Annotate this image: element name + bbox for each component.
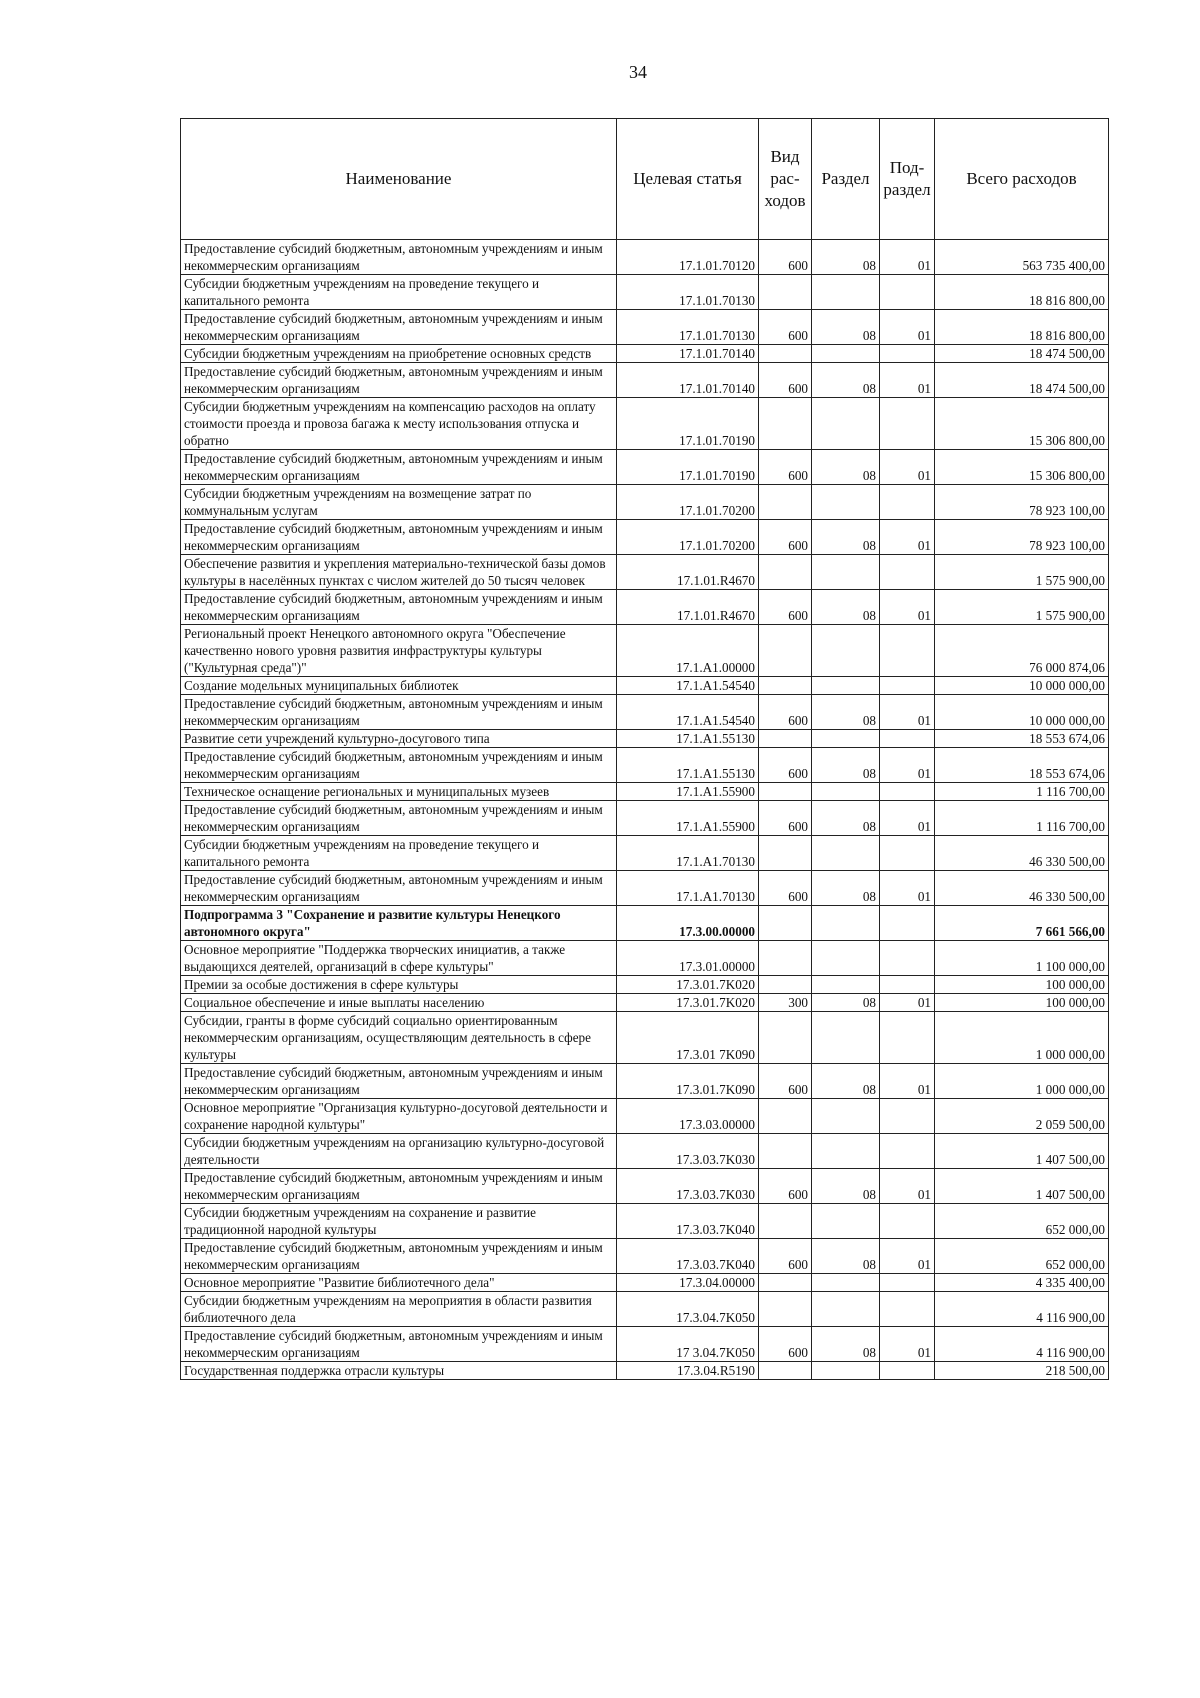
cell-kind (759, 906, 812, 941)
cell-kind (759, 1204, 812, 1239)
cell-name: Основное мероприятие "Организация культурно-досуговой деятельности и сохранение народной культуры" (181, 1099, 617, 1134)
cell-kind: 600 (759, 1239, 812, 1274)
table-row (181, 1012, 1109, 1064)
cell-code: 17.1.A1.55130 (617, 730, 759, 748)
cell-total: 1 116 700,00 (935, 801, 1109, 836)
cell-code: 17.1.01.70120 (617, 240, 759, 275)
cell-kind (759, 1099, 812, 1134)
cell-name: Предоставление субсидий бюджетным, автономным учреждениям и иным некоммерческим организациям (181, 450, 617, 485)
cell-name: Предоставление субсидий бюджетным, автономным учреждениям и иным некоммерческим организациям (181, 240, 617, 275)
cell-kind: 600 (759, 695, 812, 730)
table-body (181, 240, 1109, 1380)
cell-kind: 600 (759, 310, 812, 345)
cell-subsection: 01 (880, 994, 935, 1012)
cell-section: 08 (812, 1064, 880, 1099)
cell-section (812, 1134, 880, 1169)
table-row (181, 1362, 1109, 1380)
cell-section: 08 (812, 801, 880, 836)
cell-total: 2 059 500,00 (935, 1099, 1109, 1134)
cell-total: 18 474 500,00 (935, 363, 1109, 398)
cell-total: 652 000,00 (935, 1239, 1109, 1274)
cell-section (812, 677, 880, 695)
page-number: 34 (629, 62, 647, 82)
table-row (181, 1204, 1109, 1239)
cell-section: 08 (812, 871, 880, 906)
cell-kind (759, 783, 812, 801)
cell-kind (759, 1274, 812, 1292)
table-row (181, 590, 1109, 625)
cell-kind (759, 941, 812, 976)
cell-code: 17.3.03.7K030 (617, 1134, 759, 1169)
cell-code: 17.1.01.70190 (617, 398, 759, 450)
cell-code: 17.1.01.70140 (617, 345, 759, 363)
cell-subsection (880, 625, 935, 677)
cell-code: 17.1.A1.55130 (617, 748, 759, 783)
cell-total: 15 306 800,00 (935, 398, 1109, 450)
cell-name: Обеспечение развития и укрепления материально-технической базы домов культуры в населённых пунктах с числом жителей до 50 тысяч человек (181, 555, 617, 590)
cell-subsection (880, 730, 935, 748)
cell-subsection (880, 1204, 935, 1239)
cell-name: Субсидии, гранты в форме субсидий социально ориентированным некоммерческим организациям, осуществляющим деятельность в сфере культуры (181, 1012, 617, 1064)
cell-subsection: 01 (880, 1327, 935, 1362)
cell-subsection: 01 (880, 1239, 935, 1274)
table-row (181, 783, 1109, 801)
cell-total: 1 100 000,00 (935, 941, 1109, 976)
table-row (181, 748, 1109, 783)
cell-section: 08 (812, 748, 880, 783)
cell-name: Субсидии бюджетным учреждениям на проведение текущего и капитального ремонта (181, 836, 617, 871)
budget-table (180, 118, 1109, 1380)
cell-subsection: 01 (880, 801, 935, 836)
cell-code: 17.1.01.70130 (617, 275, 759, 310)
cell-total: 78 923 100,00 (935, 520, 1109, 555)
cell-section (812, 836, 880, 871)
cell-kind (759, 345, 812, 363)
cell-name: Субсидии бюджетным учреждениям на проведение текущего и капитального ремонта (181, 275, 617, 310)
table-row (181, 941, 1109, 976)
cell-name: Предоставление субсидий бюджетным, автономным учреждениям и иным некоммерческим организациям (181, 871, 617, 906)
cell-name: Субсидии бюджетным учреждениям на приобретение основных средств (181, 345, 617, 363)
cell-name: Субсидии бюджетным учреждениям на компенсацию расходов на оплату стоимости проезда и провоза багажа к месту использования отпуска и обратно (181, 398, 617, 450)
cell-name: Основное мероприятие "Развитие библиотечного дела" (181, 1274, 617, 1292)
cell-total: 78 923 100,00 (935, 485, 1109, 520)
table-row (181, 363, 1109, 398)
cell-code: 17.1.01.70200 (617, 520, 759, 555)
cell-kind (759, 555, 812, 590)
cell-total: 4 116 900,00 (935, 1292, 1109, 1327)
table-row (181, 1274, 1109, 1292)
table-row (181, 625, 1109, 677)
cell-name: Региональный проект Ненецкого автономного округа "Обеспечение качественно нового уровня развития инфраструктуры культуры ("Культурная среда")" (181, 625, 617, 677)
cell-section (812, 1099, 880, 1134)
cell-total: 15 306 800,00 (935, 450, 1109, 485)
cell-kind (759, 1134, 812, 1169)
table-row (181, 1064, 1109, 1099)
cell-section (812, 1292, 880, 1327)
table-row (181, 1292, 1109, 1327)
header-subsection: Под- раздел (880, 119, 935, 240)
table-row (181, 1239, 1109, 1274)
cell-subsection: 01 (880, 1064, 935, 1099)
cell-section: 08 (812, 994, 880, 1012)
cell-code: 17.1.A1.54540 (617, 677, 759, 695)
cell-code: 17.1.A1.54540 (617, 695, 759, 730)
cell-total: 100 000,00 (935, 976, 1109, 994)
cell-code: 17.3.01.00000 (617, 941, 759, 976)
header-row (181, 119, 1109, 240)
cell-kind: 300 (759, 994, 812, 1012)
cell-kind: 600 (759, 363, 812, 398)
cell-total: 46 330 500,00 (935, 871, 1109, 906)
cell-total: 18 816 800,00 (935, 310, 1109, 345)
cell-total: 1 575 900,00 (935, 555, 1109, 590)
cell-subsection: 01 (880, 363, 935, 398)
cell-total: 1 000 000,00 (935, 1012, 1109, 1064)
cell-section (812, 398, 880, 450)
cell-section (812, 1204, 880, 1239)
cell-subsection (880, 398, 935, 450)
cell-subsection (880, 836, 935, 871)
table-row (181, 836, 1109, 871)
header-name: Наименование (181, 119, 617, 240)
table-row (181, 677, 1109, 695)
cell-section: 08 (812, 1239, 880, 1274)
cell-section: 08 (812, 590, 880, 625)
cell-section: 08 (812, 310, 880, 345)
cell-kind (759, 1012, 812, 1064)
cell-subsection (880, 345, 935, 363)
cell-kind: 600 (759, 1327, 812, 1362)
cell-section (812, 485, 880, 520)
cell-section (812, 783, 880, 801)
cell-kind (759, 976, 812, 994)
table-row (181, 555, 1109, 590)
table-row (181, 730, 1109, 748)
header-total: Всего расходов (935, 119, 1109, 240)
cell-kind (759, 836, 812, 871)
table-row (181, 976, 1109, 994)
table-row (181, 695, 1109, 730)
cell-total: 46 330 500,00 (935, 836, 1109, 871)
cell-total: 1 407 500,00 (935, 1134, 1109, 1169)
cell-total: 76 000 874,06 (935, 625, 1109, 677)
cell-section (812, 730, 880, 748)
cell-kind: 600 (759, 520, 812, 555)
cell-section (812, 941, 880, 976)
cell-name: Развитие сети учреждений культурно-досугового типа (181, 730, 617, 748)
cell-name: Предоставление субсидий бюджетным, автономным учреждениям и иным некоммерческим организациям (181, 1327, 617, 1362)
cell-subsection (880, 677, 935, 695)
cell-name: Социальное обеспечение и иные выплаты населению (181, 994, 617, 1012)
cell-code: 17.3.03.7K040 (617, 1239, 759, 1274)
cell-total: 1 000 000,00 (935, 1064, 1109, 1099)
cell-subsection: 01 (880, 310, 935, 345)
cell-name: Субсидии бюджетным учреждениям на сохранение и развитие традиционной народной культуры (181, 1204, 617, 1239)
cell-total: 218 500,00 (935, 1362, 1109, 1380)
header-kind: Вид рас- ходов (759, 119, 812, 240)
cell-kind (759, 1362, 812, 1380)
cell-code: 17.3.03.7K030 (617, 1169, 759, 1204)
cell-total: 4 116 900,00 (935, 1327, 1109, 1362)
cell-code: 17 3.04.7K050 (617, 1327, 759, 1362)
cell-subsection (880, 1292, 935, 1327)
cell-section (812, 275, 880, 310)
cell-total: 18 553 674,06 (935, 748, 1109, 783)
cell-name: Создание модельных муниципальных библиотек (181, 677, 617, 695)
cell-kind: 600 (759, 871, 812, 906)
cell-subsection: 01 (880, 695, 935, 730)
cell-code: 17.1.A1.55900 (617, 783, 759, 801)
cell-subsection: 01 (880, 871, 935, 906)
cell-subsection (880, 906, 935, 941)
table-row (181, 310, 1109, 345)
cell-subsection (880, 783, 935, 801)
cell-subsection (880, 941, 935, 976)
cell-section (812, 1274, 880, 1292)
cell-code: 17.3.01.7K090 (617, 1064, 759, 1099)
cell-code: 17.1.A1.70130 (617, 871, 759, 906)
cell-code: 17.3.03.00000 (617, 1099, 759, 1134)
cell-kind (759, 275, 812, 310)
cell-code: 17.3.04.R5190 (617, 1362, 759, 1380)
cell-total: 10 000 000,00 (935, 677, 1109, 695)
cell-code: 17.1.01.R4670 (617, 555, 759, 590)
table-row (181, 240, 1109, 275)
cell-subsection (880, 976, 935, 994)
cell-kind: 600 (759, 1064, 812, 1099)
cell-section: 08 (812, 1327, 880, 1362)
table-row (181, 801, 1109, 836)
cell-code: 17.1.01.70130 (617, 310, 759, 345)
table-row (181, 450, 1109, 485)
cell-section: 08 (812, 450, 880, 485)
cell-code: 17.3.01 7K090 (617, 1012, 759, 1064)
cell-name: Предоставление субсидий бюджетным, автономным учреждениям и иным некоммерческим организациям (181, 590, 617, 625)
table-row (181, 1169, 1109, 1204)
cell-code: 17.3.01.7K020 (617, 976, 759, 994)
cell-section (812, 345, 880, 363)
cell-kind: 600 (759, 801, 812, 836)
cell-subsection (880, 485, 935, 520)
cell-code: 17.3.01.7K020 (617, 994, 759, 1012)
cell-subsection: 01 (880, 590, 935, 625)
cell-code: 17.1.A1.00000 (617, 625, 759, 677)
cell-subsection: 01 (880, 450, 935, 485)
cell-total: 1 407 500,00 (935, 1169, 1109, 1204)
cell-subsection: 01 (880, 1169, 935, 1204)
cell-total: 1 116 700,00 (935, 783, 1109, 801)
cell-kind: 600 (759, 590, 812, 625)
cell-total: 4 335 400,00 (935, 1274, 1109, 1292)
cell-section: 08 (812, 695, 880, 730)
cell-code: 17.3.04.7K050 (617, 1292, 759, 1327)
cell-code: 17.3.03.7K040 (617, 1204, 759, 1239)
cell-kind: 600 (759, 748, 812, 783)
cell-total: 100 000,00 (935, 994, 1109, 1012)
cell-subsection (880, 275, 935, 310)
cell-total: 652 000,00 (935, 1204, 1109, 1239)
cell-subsection (880, 1274, 935, 1292)
table-row (181, 906, 1109, 941)
cell-subsection (880, 1362, 935, 1380)
cell-name: Предоставление субсидий бюджетным, автономным учреждениям и иным некоммерческим организациям (181, 1064, 617, 1099)
table-row (181, 1099, 1109, 1134)
cell-subsection: 01 (880, 748, 935, 783)
cell-kind (759, 485, 812, 520)
cell-name: Предоставление субсидий бюджетным, автономным учреждениям и иным некоммерческим организациям (181, 1239, 617, 1274)
cell-total: 18 553 674,06 (935, 730, 1109, 748)
table-row (181, 485, 1109, 520)
cell-code: 17.1.A1.70130 (617, 836, 759, 871)
cell-name: Субсидии бюджетным учреждениям на возмещение затрат по коммунальным услугам (181, 485, 617, 520)
cell-code: 17.1.A1.55900 (617, 801, 759, 836)
cell-subsection: 01 (880, 240, 935, 275)
cell-section (812, 625, 880, 677)
table-row (181, 994, 1109, 1012)
cell-name: Подпрограмма 3 "Сохранение и развитие культуры Ненецкого автономного округа" (181, 906, 617, 941)
cell-name: Техническое оснащение региональных и муниципальных музеев (181, 783, 617, 801)
cell-code: 17.1.01.R4670 (617, 590, 759, 625)
cell-subsection (880, 555, 935, 590)
cell-subsection (880, 1134, 935, 1169)
cell-subsection (880, 1012, 935, 1064)
cell-name: Предоставление субсидий бюджетным, автономным учреждениям и иным некоммерческим организациям (181, 310, 617, 345)
cell-subsection (880, 1099, 935, 1134)
cell-total: 18 474 500,00 (935, 345, 1109, 363)
cell-section (812, 1012, 880, 1064)
cell-code: 17.1.01.70140 (617, 363, 759, 398)
cell-name: Премии за особые достижения в сфере культуры (181, 976, 617, 994)
cell-section: 08 (812, 1169, 880, 1204)
cell-name: Государственная поддержка отрасли культуры (181, 1362, 617, 1380)
cell-kind (759, 730, 812, 748)
cell-section: 08 (812, 520, 880, 555)
table-row (181, 1134, 1109, 1169)
cell-name: Предоставление субсидий бюджетным, автономным учреждениям и иным некоммерческим организациям (181, 520, 617, 555)
cell-code: 17.1.01.70190 (617, 450, 759, 485)
cell-name: Основное мероприятие "Поддержка творческих инициатив, а также выдающихся деятелей, организаций в сфере культуры" (181, 941, 617, 976)
table-row (181, 1327, 1109, 1362)
cell-kind (759, 677, 812, 695)
cell-name: Предоставление субсидий бюджетным, автономным учреждениям и иным некоммерческим организациям (181, 748, 617, 783)
cell-total: 10 000 000,00 (935, 695, 1109, 730)
cell-kind: 600 (759, 240, 812, 275)
cell-section (812, 1362, 880, 1380)
cell-kind: 600 (759, 450, 812, 485)
table-row (181, 398, 1109, 450)
cell-kind (759, 398, 812, 450)
cell-section: 08 (812, 363, 880, 398)
cell-total: 18 816 800,00 (935, 275, 1109, 310)
cell-total: 563 735 400,00 (935, 240, 1109, 275)
cell-kind (759, 625, 812, 677)
cell-kind (759, 1292, 812, 1327)
cell-name: Субсидии бюджетным учреждениям на мероприятия в области развития библиотечного дела (181, 1292, 617, 1327)
cell-name: Субсидии бюджетным учреждениям на организацию культурно-досуговой деятельности (181, 1134, 617, 1169)
cell-total: 1 575 900,00 (935, 590, 1109, 625)
cell-name: Предоставление субсидий бюджетным, автономным учреждениям и иным некоммерческим организациям (181, 801, 617, 836)
table-row (181, 345, 1109, 363)
cell-code: 17.1.01.70200 (617, 485, 759, 520)
cell-section: 08 (812, 240, 880, 275)
table-row (181, 275, 1109, 310)
cell-name: Предоставление субсидий бюджетным, автономным учреждениям и иным некоммерческим организациям (181, 695, 617, 730)
cell-section (812, 976, 880, 994)
cell-kind: 600 (759, 1169, 812, 1204)
cell-section (812, 906, 880, 941)
table-row (181, 520, 1109, 555)
cell-name: Предоставление субсидий бюджетным, автономным учреждениям и иным некоммерческим организациям (181, 1169, 617, 1204)
cell-total: 7 661 566,00 (935, 906, 1109, 941)
header-code: Целевая статья (617, 119, 759, 240)
table-row (181, 871, 1109, 906)
cell-code: 17.3.04.00000 (617, 1274, 759, 1292)
cell-code: 17.3.00.00000 (617, 906, 759, 941)
cell-subsection: 01 (880, 520, 935, 555)
header-section: Раздел (812, 119, 880, 240)
cell-name: Предоставление субсидий бюджетным, автономным учреждениям и иным некоммерческим организациям (181, 363, 617, 398)
cell-section (812, 555, 880, 590)
